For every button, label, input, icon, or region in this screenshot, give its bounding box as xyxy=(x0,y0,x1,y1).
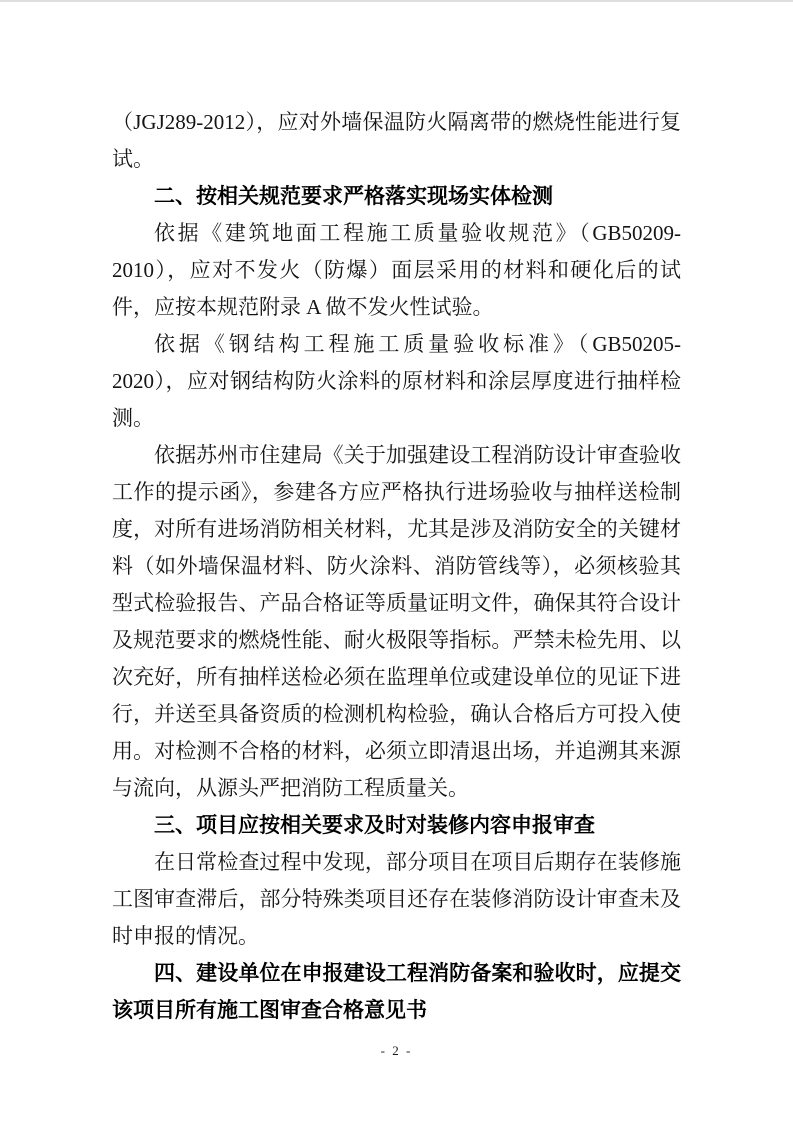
document-body xyxy=(112,104,681,1029)
paragraph: 依据《钢结构工程施工质量验收标准》（GB50205-2020），应对钢结构防火涂料的原材料和涂层厚度进行抽样检测。 xyxy=(112,332,681,430)
section-heading: 三、项目应按相关要求及时对装修内容申报审查 xyxy=(154,814,595,837)
paragraph: （JGJ289-2012），应对外墙保温防火隔离带的燃烧性能进行复试。 xyxy=(112,110,681,171)
page-footer xyxy=(0,1042,793,1060)
paragraph: 依据《建筑地面工程施工质量验收规范》（GB50209-2010），应对不发火（防爆）面层采用的材料和硬化后的试件，应按本规范附录 A 做不发火性试验。 xyxy=(112,221,681,319)
paragraph: 在日常检查过程中发现，部分项目在项目后期存在装修施工图审查滞后，部分特殊类项目还存在装修消防设计审查未及时申报的情况。 xyxy=(112,850,681,948)
page-top-edge-line xyxy=(0,0,793,2)
section-heading: 四、建设单位在申报建设工程消防备案和验收时，应提交该项目所有施工图审查合格意见书 xyxy=(112,962,681,1022)
paragraph: 依据苏州市住建局《关于加强建设工程消防设计审查验收工作的提示函》，参建各方应严格执行进场验收与抽样送检制度，对所有进场消防相关材料，尤其是涉及消防安全的关键材料（如外墙保温材料、防火涂料、消防管线等），必须核验其型式检验报告、产品合格证等质量证明文件，确保其符合设计及规范要求的燃烧性能、耐火极限等指标。严禁未检先用、以次充好，所有抽样送检必须在监理单位或建设单位的见证下进行，并送至具备资质的检测机构检验，确认合格后方可投入使用。对检测不合格的材料，必须立即清退出场，并追溯其来源与流向，从源头严把消防工程质量关。 xyxy=(112,443,681,800)
section-heading: 二、按相关规范要求严格落实现场实体检测 xyxy=(154,185,553,208)
page-number: - 2 - xyxy=(380,1043,413,1058)
